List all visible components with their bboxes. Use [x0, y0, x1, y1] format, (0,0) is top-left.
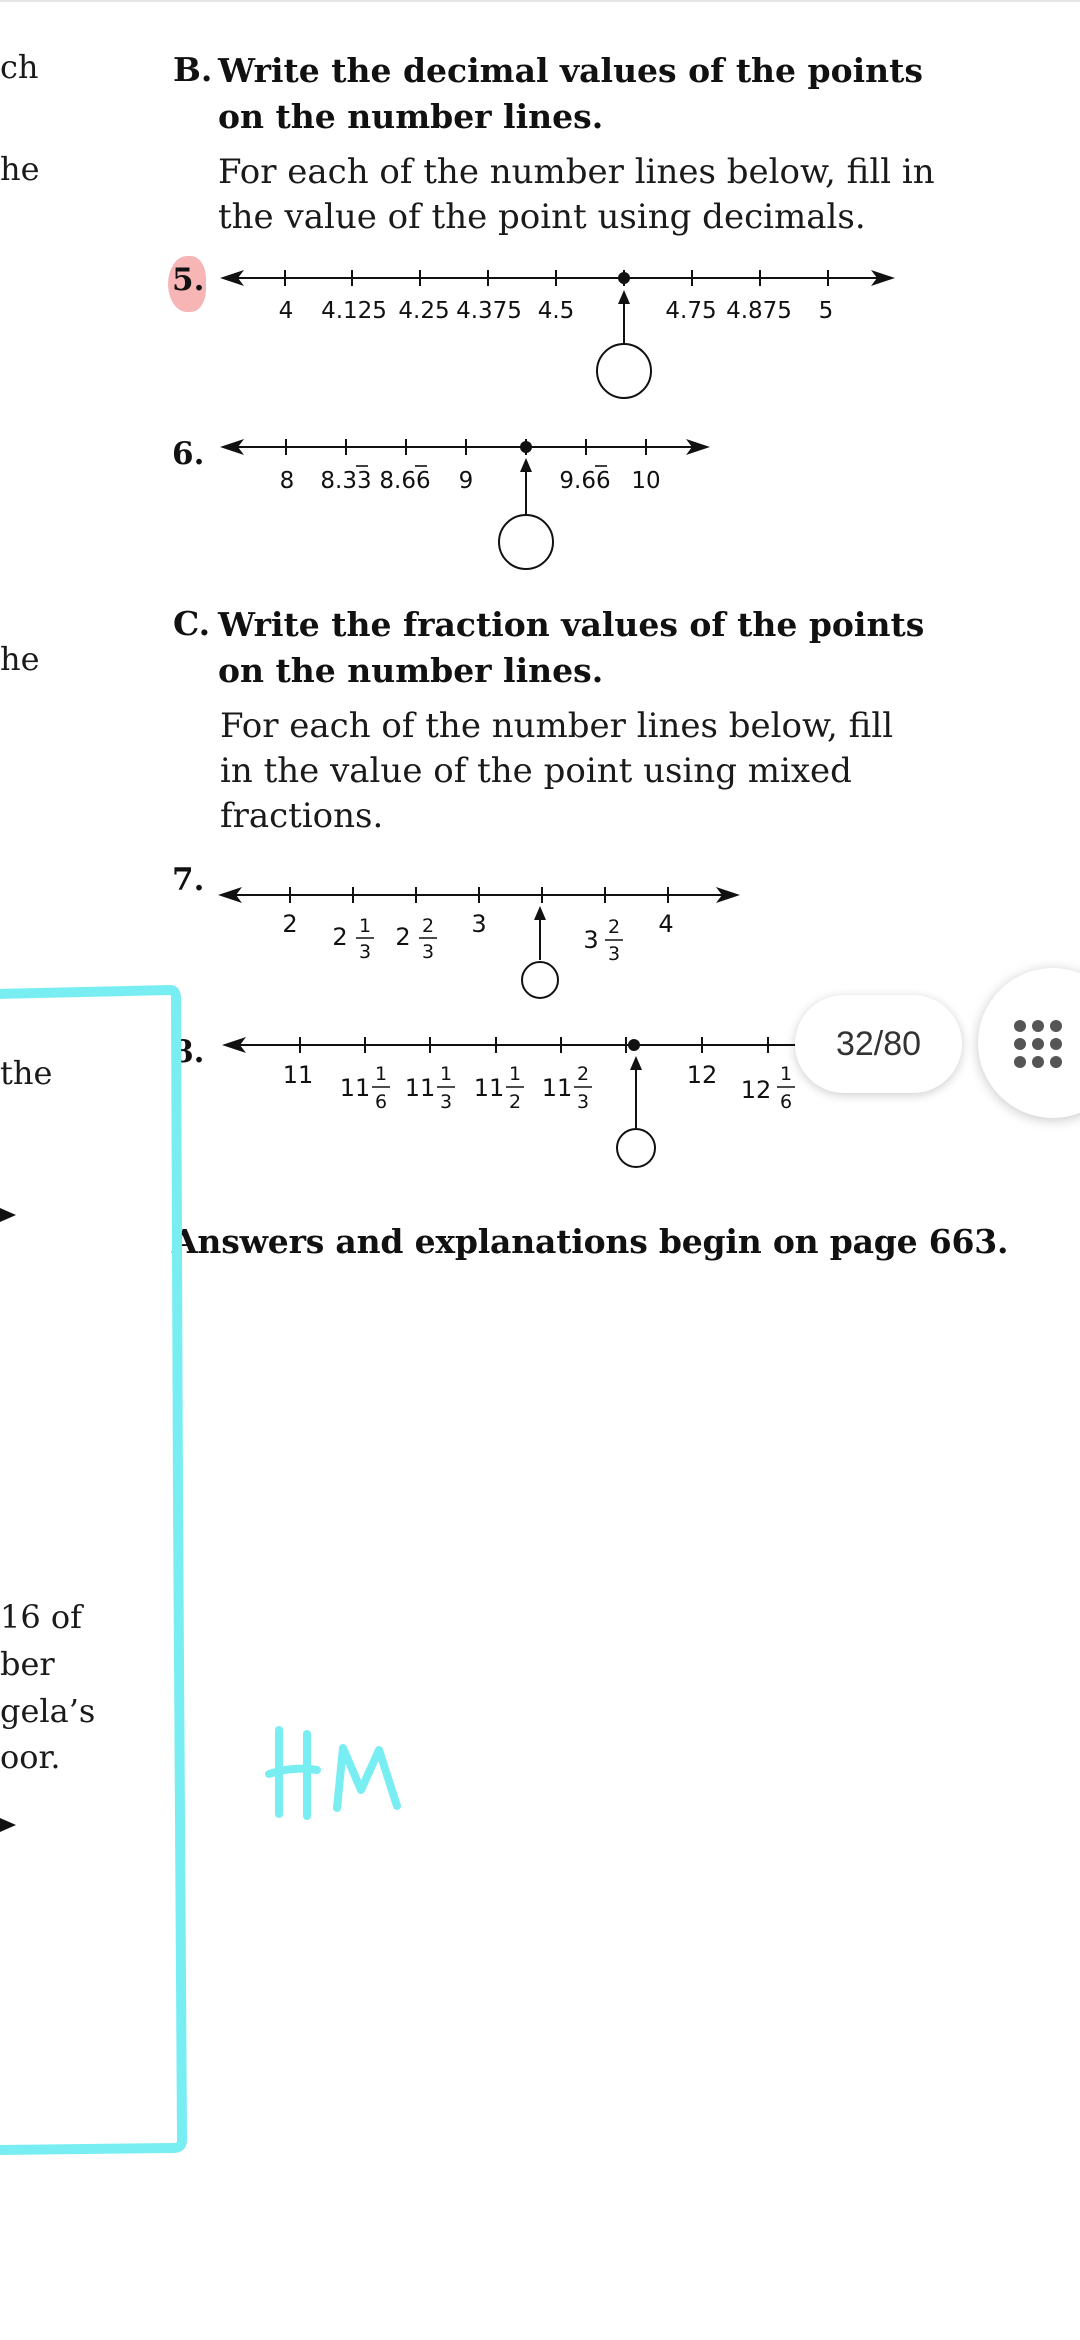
section-c-instructions-line3: fractions. — [220, 796, 384, 836]
q7-label-4: 4 — [658, 910, 674, 938]
q8-label-12a-whole: 12 — [740, 1076, 772, 1104]
q5-tick-1: 4 — [278, 298, 294, 324]
q5-tick-2: 4.125 — [321, 298, 387, 324]
handwritten-annotation — [255, 1718, 415, 1828]
q7-label-2b-num: 2 — [421, 915, 435, 937]
q6-tick-6: 10 — [631, 468, 661, 494]
q6-tick-4: 9 — [458, 468, 474, 494]
section-c-letter: C. — [173, 604, 211, 643]
q7-label-3b-den: 3 — [607, 943, 621, 965]
page-indicator[interactable]: 32/80 — [795, 995, 962, 1093]
q8-label-12a-den: 6 — [779, 1091, 793, 1113]
q7-label-3b-whole: 3 — [583, 926, 599, 954]
q8-label-12: 12 — [686, 1061, 718, 1089]
question-6-number: 6. — [172, 436, 205, 472]
q6-tick-3: 8.66 — [379, 468, 431, 494]
q7-label-2a-whole: 2 — [332, 923, 348, 951]
section-b-title-line2: on the number lines. — [218, 97, 604, 136]
answers-note: Answers and explanations begin on page 663. — [172, 1222, 1009, 1261]
q7-label-2a-num: 1 — [358, 915, 372, 937]
q8-label-12a-num: 1 — [779, 1063, 793, 1085]
question-5-number: 5. — [172, 262, 205, 298]
section-b-letter: B. — [173, 50, 213, 89]
question-8-number: 8. — [172, 1034, 205, 1070]
q6-tick-2: 8.33 — [320, 468, 372, 494]
edge-fragment-1: ch — [0, 48, 39, 86]
q8-label-11a-whole: 11 — [339, 1074, 371, 1102]
q7-label-3b-num: 2 — [607, 916, 621, 938]
q7-label-3: 3 — [471, 910, 487, 938]
section-b-instructions-line1: For each of the number lines below, fill in — [218, 152, 935, 192]
q5-tick-7: 4.875 — [726, 298, 792, 324]
q7-label-2: 2 — [282, 910, 298, 938]
edge-fragment-7: gela’s — [0, 1692, 96, 1730]
q6-tick-1: 8 — [279, 468, 295, 494]
q6-tick-5: 9.66 — [559, 468, 611, 494]
section-c-title-line2: on the number lines. — [218, 651, 604, 690]
q8-label-11a-num: 1 — [374, 1063, 388, 1085]
edge-fragment-3: he — [0, 640, 40, 678]
q5-tick-5: 4.5 — [537, 298, 575, 324]
q8-label-11: 11 — [282, 1061, 314, 1089]
q8-label-11b-den: 3 — [439, 1091, 453, 1113]
q8-label-11c-whole: 11 — [473, 1074, 505, 1102]
q8-label-11c-den: 2 — [508, 1091, 522, 1113]
edge-fragment-5: 16 of — [0, 1598, 82, 1636]
q5-tick-8: 5 — [818, 298, 834, 324]
section-c-title-line1: Write the fraction values of the points — [218, 605, 925, 644]
q8-label-11c-num: 1 — [508, 1063, 522, 1085]
q7-label-2b-whole: 2 — [395, 923, 411, 951]
q7-label-2b-den: 3 — [421, 941, 435, 963]
q8-label-11d-whole: 11 — [541, 1074, 573, 1102]
section-b-instructions-line2: the value of the point using decimals. — [218, 197, 866, 237]
q5-tick-4: 4.375 — [456, 298, 522, 324]
q5-tick-3: 4.25 — [398, 298, 450, 324]
q5-tick-6: 4.75 — [665, 298, 717, 324]
edge-fragment-2: he — [0, 150, 40, 188]
section-c-instructions-line1: For each of the number lines below, fill — [220, 706, 894, 746]
q8-label-11d-den: 3 — [576, 1091, 590, 1113]
q8-label-11b-num: 1 — [439, 1063, 453, 1085]
q8-label-11d-num: 2 — [576, 1063, 590, 1085]
q7-label-2a-den: 3 — [358, 941, 372, 963]
section-b-title-line1: Write the decimal values of the points — [218, 51, 923, 90]
q8-label-11a-den: 6 — [374, 1091, 388, 1113]
question-7-number: 7. — [172, 862, 205, 898]
edge-fragment-6: ber — [0, 1645, 55, 1683]
section-c-instructions-line2: in the value of the point using mixed — [220, 751, 852, 791]
grid-dots-icon — [1014, 1020, 1058, 1068]
edge-fragment-8: oor. — [0, 1738, 61, 1776]
q8-label-11b-whole: 11 — [404, 1074, 436, 1102]
edge-fragment-4: the — [0, 1054, 53, 1092]
